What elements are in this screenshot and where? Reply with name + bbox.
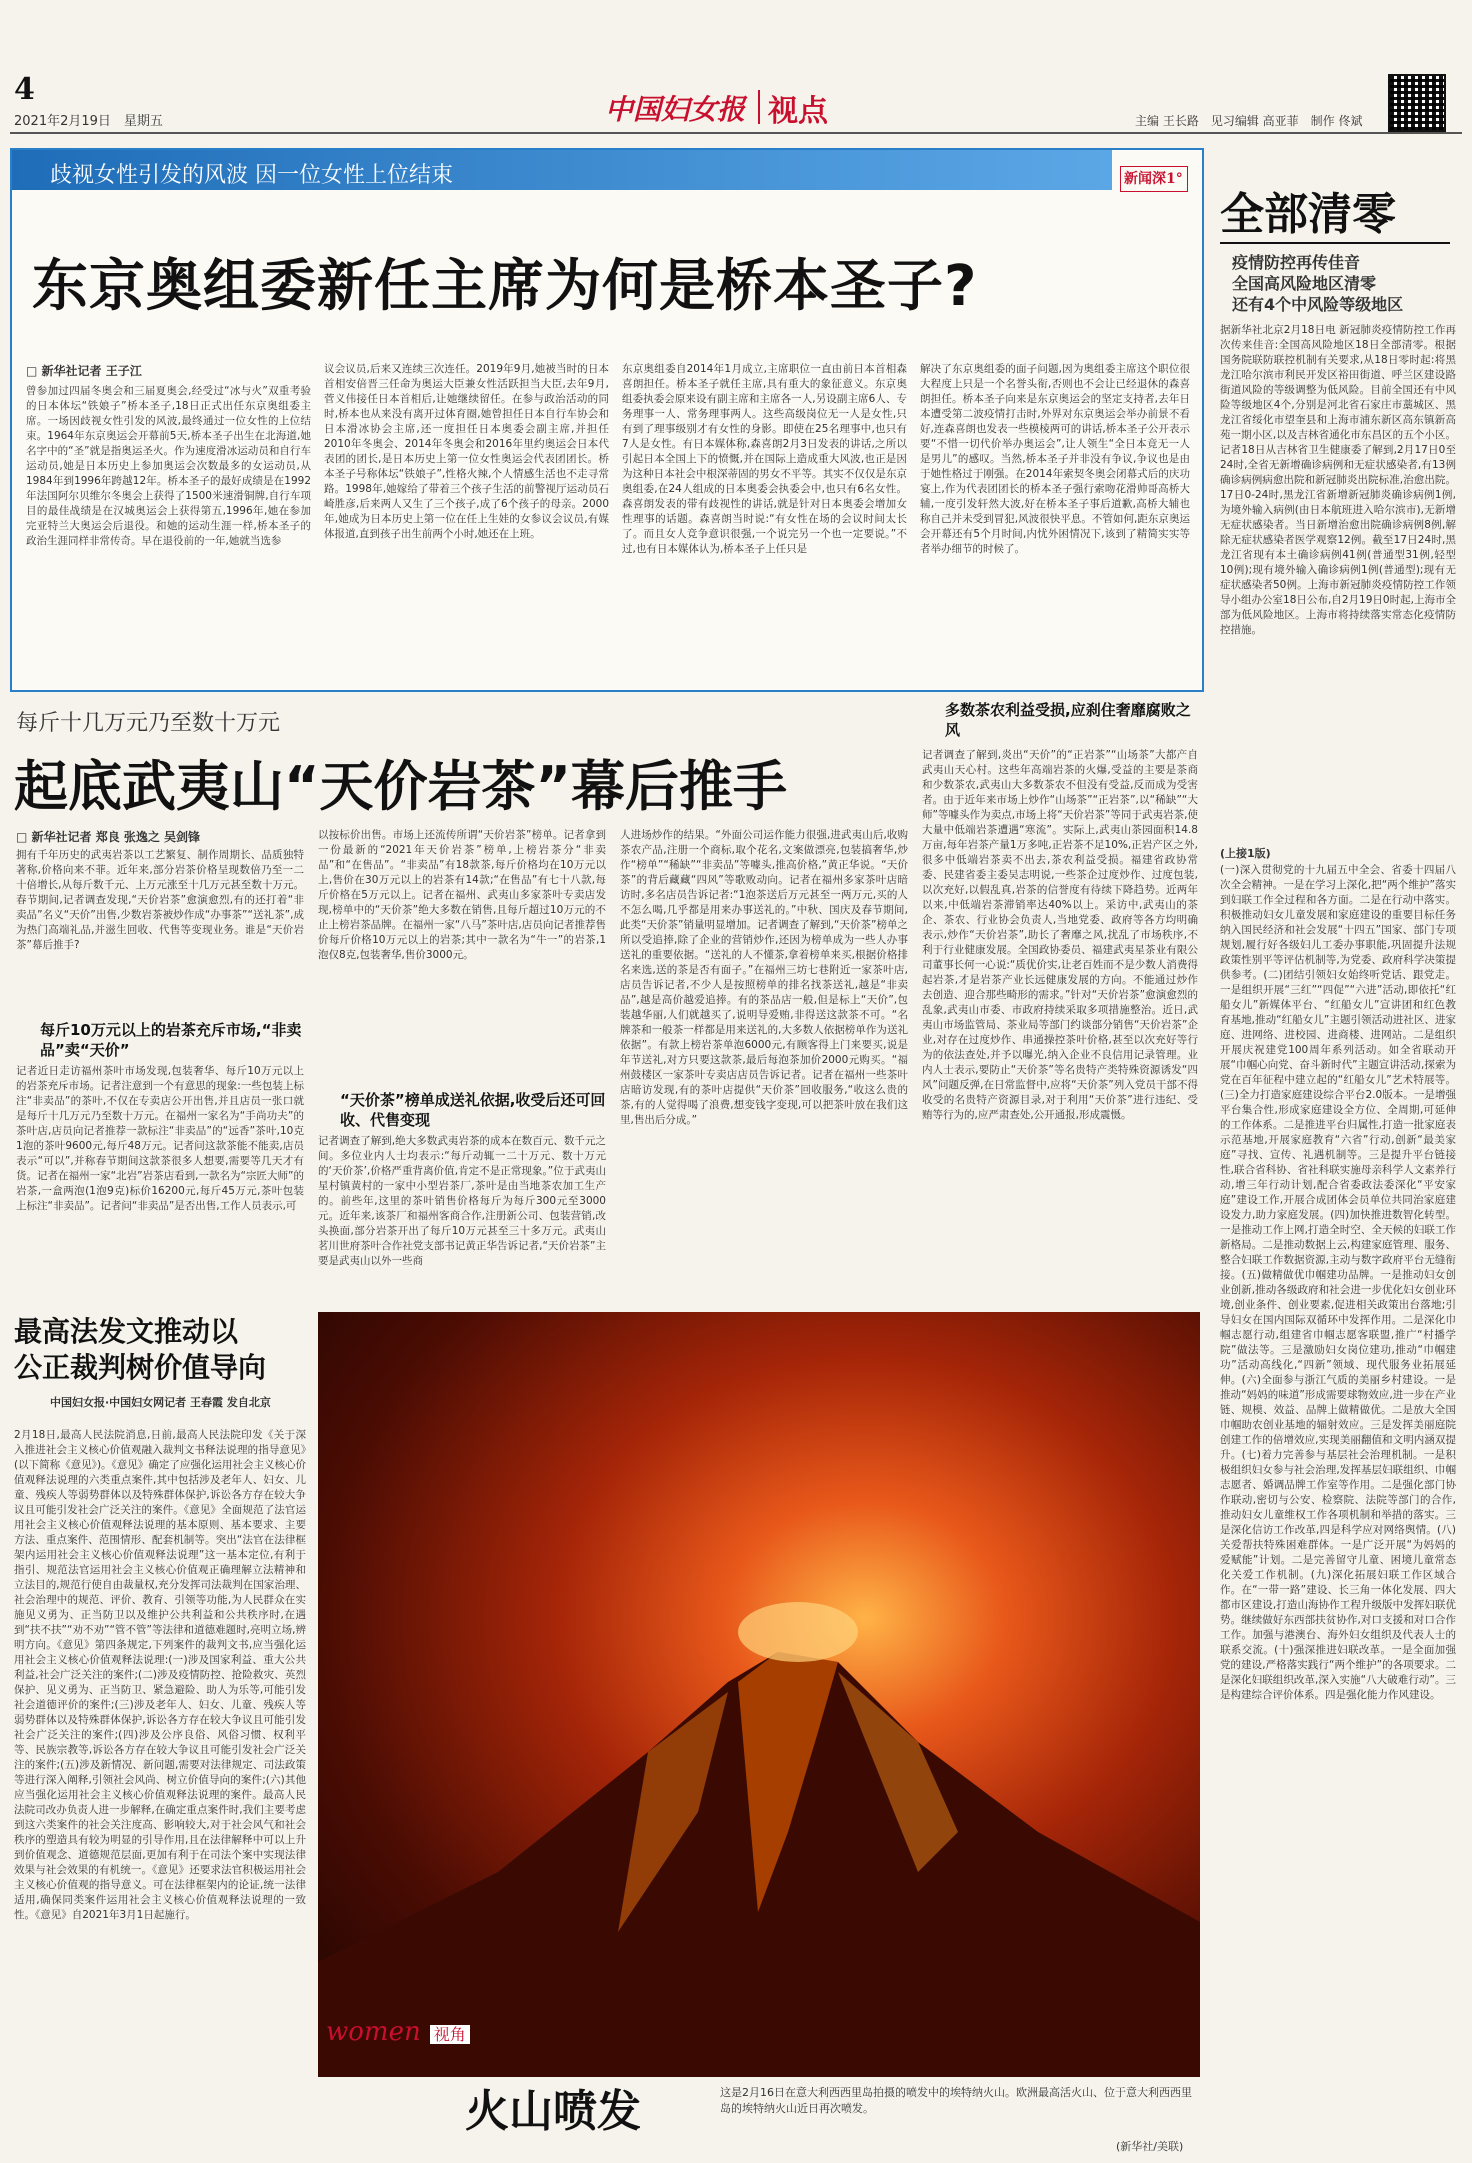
story-headline-1: 最高法发文推动以 [14,1315,239,1348]
subhead-1: 每斤10万元以上的岩茶充斥市场,“非卖品”卖“天价” [40,1021,302,1059]
story-kicker: 每斤十几万元乃至数十万元 [16,711,281,736]
photo-caption: 这是2月16日在意大利西西里岛拍摄的喷发中的埃特纳火山。欧洲最高活火山、位于意大利西西里岛的埃特纳火山近日再次喷发。 [720,2086,1192,2115]
subhead-2: “天价茶”榜单成送礼依据,收受后还可回收、代售变现 [340,1091,606,1129]
brand-women: women [326,2017,421,2047]
sidebar-title: 全部清零 [1220,189,1396,240]
story-body: 2月18日,最高人民法院消息,日前,最高人民法院印发《关于深入推进社会主义核心价值观融入裁判文书释法说理的指导意见》(以下简称《意见》)。《意见》确定了应强化运用社会主义核心价值观释法说理的六类重点案件,其中包括涉及老年人、妇女、儿童、残疾人等弱势群体以及特殊群体保护,诉讼各方存在较大争议且可能引发社会广泛关注的案件。《意见》全面规范了法官运用社会主义核心价值观释法说理的基本原则、基本要求、主要方法、重点案件、范围情形、配套机制等。突出“法官在法律框架内运用社会主义核心价值观释法说理”这一基本定位,有利于指引、规范法官运用社会主义核心价值观正确理解立法精神和立法目的,规范行使自由裁量权,充分发挥司法裁判在国家治理、社会治理中的规范、评价、教育、引领等功能,为人民群众在实施见义勇为、正当防卫以及维护公共利益和公共秩序时,在遇到“扶不扶”“劝不劝”“管不管”等法律和道德难题时,亮明立场,辨明方向。《意见》第四条规定,下列案件的裁判文书,应当强化运用社会主义核心价值观释法说理:(一)涉及国家利益、重大公共利益,社会广泛关注的案件;(二)涉及疫情防控、抢险救灾、英烈保护、见义勇为、正当防卫、紧急避险、助人为乐等,可能引发社会道德评价的案件;(三)涉及老年人、妇女、儿童、残疾人等弱势群体以及特殊群体保护,诉讼各方存在较大争议且可能引发社会广泛关注的案件;(四)涉及公序良俗、风俗习惯、权利平等、民族宗教等,诉讼各方存在较大争议且可能引发社会广泛关注的案件;(五)涉及新情况、新问题,需要对法律规定、司法政策等进行深入阐释,引领社会风尚、树立价值导向的案件;(六)其他应当强化运用社会主义核心价值观释法说理的案件。最高人民法院司改办负责人进一步解释,在确定重点案件时,我们主要考虑到这六类案件的社会关注度高、影响较大,对于社会风气和社会秩序的塑造具有较为明显的引导作用,且在法律解释中可以上升到价值观念、道德规范层面,更加有利于在司法个案中实现法律效果与社会效果的有机统一。《意见》还要求法官积极运用社会主义核心价值观的指导意义。可在法律框架内的论证,统一法律适用,确保同类案件运用社会主义核心价值观释法说理的一致性。《意见》自2021年3月1日起施行。 [14,1429,306,1921]
story-column-4: 解决了东京奥组委的面子问题,因为奥组委主席这个职位很大程度上只是一个名誉头衔,否则也不会让已经退休的森喜朗担任。桥本圣子向来是东京奥运会的坚定支持者,去年日本遭受第二波疫情打击时,外界对东京奥运会举办前景不看好,连森喜朗也发表一些模棱两可的讲话,桥本圣子公开表示要“不惜一切代价举办奥运会”,让人领生“全日本竟无一人是男儿”的感叹。当然,桥本圣子并非没有争议,争议也是由于她性格过于刚强。在2014年索契冬奥会闭幕式后的庆功宴上,作为代表团团长的桥本圣子强行索吻花滑帅哥高桥大辅,一度引发轩然大波,好在桥本圣子事后道歉,高桥大辅也称自己并未受到冒犯,风波很快平息。不管如何,距东京奥运会开幕还有5个月时间,内忧外困情况下,该到了精简实实等者举办细节的时候了。 [920,363,1190,555]
sidebar-sub-2: 全国高风险地区清零 [1232,274,1377,293]
sidebar-news [1212,148,1462,838]
staff-credits: 主编 王长路 见习编辑 高亚菲 制作 佟斌 [1135,114,1363,128]
byline: 中国妇女报·中国妇女网记者 王春霞 发自北京 [50,1396,271,1409]
section-divider [758,90,760,124]
story-headline-2: 公正裁判树价值导向 [14,1351,267,1384]
story-column-4: 记者调查了解到,炎出“天价”的“正岩茶”“山场茶”大都产自武夷山天心村。这些年高端岩茶的火爆,受益的主要是茶商和少数茶农,武夷山大多数茶农不但没有受益,反而成为受害者。由于近年来市场上炒作“山场茶”“正岩茶”,以“稀缺”“大师”等噱头作为卖点,市场上将“天价岩茶”等同于武夷岩茶,使大量中低端岩茶遭遇“寒流”。实际上,武夷山茶园面积14.8万亩,每年岩茶产量1万多吨,正岩茶不足10%,正岩产区之外,很多中低端岩茶卖不出去,茶农利益受损。福建省政协常委、民建省委主委吴志明说,一些茶企过度炒作、过度包装,以次充好,以假乱真,岩茶的信誉度有待续下降趋势。近两年以来,中低端岩茶滞销率达40%以上。采访中,武夷山的茶企、茶农、行业协会负责人,当地党委、政府等各方均明确表示,炒作“天价岩茶”,助长了奢靡之风,扰乱了市场秩序,不利于行业健康发展。全国政协委员、福建武夷星茶业有限公司董事长何一心说:“质优价实,让老百姓而不是少数人消费得起岩茶,才是岩茶产业长远健康发展的方向。不能通过炒作去创造、迎合那些畸形的需求。”针对“天价岩茶”愈演愈烈的乱象,武夷山市委、市政府持续采取多项措施整治。近日,武夷山市场监管局、茶业局等部门约谈部分销售“天价岩茶”企业,对存在过度炒作、串通操控茶叶价格,甚至以次充好等行为的依法查处,并予以曝光,纳入企业不良信用记录管理。业内人士表示,要防止“天价茶”等名贵特产类特殊资源诱发“四风”问题反弹,在日常监督中,应将“天价茶”列入党员干部不得收受的名贵特产资源目录,对于利用“天价茶”进行违纪、受贿等行为的,应严肃查处,公开通报,形成震慑。 [922,749,1198,1121]
story-court [10,1310,310,2160]
section-name: 视点 [768,94,828,129]
subhead-3: 多数茶农利益受损,应刹住奢靡腐败之风 [945,701,1191,739]
story-column-2a: 以按标价出售。市场上还流传所谓“天价岩茶”榜单。记者拿到一份最新的“2021年天价岩茶”榜单,上榜岩茶分“非卖品”和“在售品”。“非卖品”有18款茶,每斤价格均在10万元以上,售价在30万元以上的岩茶有14款;“在售品”有七十八款,每斤价格在5万元以上。记者在福州、武夷山多家茶叶专卖店发现,榜单中的“天价茶”绝大多数在销售,且每斤超过10万元的不止上榜岩茶品牌。在福州一家“八马”茶叶店,店员向记者推荐售价每斤价格10万元以上的岩茶;其中一款名为“牛一”的岩茶,1泡仅8克,包装奢华,售价3000元。 [318,829,606,961]
page-header [0,0,1472,135]
continued-body: (一)深入贯彻党的十九届五中全会、省委十四届八次全会精神。一是在学习上深化,把“两个维护”落实到妇联工作全过程和各方面。二是在行动中落实。积极推动妇女儿童发展和家庭建设的重要目标任务纳入国民经济和社会发展“十四五”国家、部门专项规划,履行好各级妇儿工委办事职能,巩固提升法规政策性别平等评估机制等,为党委、政府科学决策提供参考。(二)团结引领妇女始终听党话、跟党走。一是组织开展“三红”“四促”“六进”活动,即依托“红船女儿”新媒体平台、“红船女儿”宣讲团和红色教育基地,推动“红船女儿”主题引领活动进社区、进家庭、进网络、进校园、进商楼、进网站。二是组织开展庆祝建党100周年系列活动。如全省联动开展“巾帼心向党、奋斗新时代”主题宣讲活动,探索为党在百年征程中建立起的“红船女儿”艺术特展等。(三)全力打造家庭建设综合平台2.0版本。一是增强平台集合性,形成家庭建设全方位、全周期,可延伸的工作体系。二是推进平台归属性,打造一批家庭表示范基地,开展家庭教育“六省”行动,创新“最美家庭”寻找、宣传、礼遇机制等。三是提升平台链接性,联合省科协、省社科联实施母亲科学人文素养行动,增三年行动计划,配合省委政法委深化“平安家庭”建设工作,开展合成团体会员单位共同治家庭建设发力,助力家庭发展。(四)加快推进数智化转型。一是推动工作上网,打造全时空、全天候的妇联工作新格局。二是推动数据上云,构建家庭管理、服务、整合妇联工作数据资源,主动与数字政府平台无缝衔接。(五)做精做优巾帼建功品牌。一是推动妇女创业创新,推动各级政府和社会进一步优化妇女创业环境,创业条件、创业要素,促进相关政策出台落地;引导妇女在国内国际双循环中发挥作用。二是深化巾帼志愿行动,组建省巾帼志愿客联盟,推广“村播学院”做法等。三是激励妇女岗位建功,推动“巾帼建功”活动高线化,“四新”领域、现代服务业拓展延伸。(六)全面参与浙江气质的美丽乡村建设。一是推动“妈妈的味道”形成需要球物效应,进一步在产业链、规模、效益、品牌上做精做优。二是放大全国巾帼助农创业基地的辐射效应。三是发挥美丽庭院创建工作的倍增效应,实现美丽翻值和文明内涵双提升。(七)着力完善参与基层社会治理机制。一是积极组织妇女参与社会治理,发挥基层妇联组织、巾帼志愿者、婚调品牌工作室等作用。二是强化部门协作联动,密切与公安、检察院、法院等部门的合作,推动妇女儿童维权工作各项机制和举措的落实。三是深化信访工作改革,四是科学应对网络舆情。(八)关爱帮扶特殊困难群体。一是广泛开展“为妈妈的爱赋能”计划。二是完善留守儿童、困境儿童常态化关爱工作机制。(九)深化拓展妇联工作区域合作。在“一带一路”建设、长三角一体化发展、四大都市区建设,打造山海协作工程升级版中发挥妇联优势。继续做好东西部扶贫协作,对口支援和对口合作工作。加强与港澳台、海外妇女组织及代表人士的联系交流。(十)强深推进妇联改革。一是全面加强党的建设,严格落实践行“两个维护”的各项要求。二是深化妇联组织改革,深入实施“八大破难行动”。三是构建综合评价体系。四是强化能力作风建设。 [1220,864,1456,1701]
byline: □ 新华社记者 王子江 [26,364,142,378]
photo-brand [326,2017,470,2047]
sidebar-rule [1220,242,1450,244]
volcano-photo[interactable] [318,1312,1200,2077]
issue-date: 2021年2月19日 星期五 [14,114,163,129]
continued-label: (上接1版) [1220,847,1271,860]
header-rule [10,132,1462,134]
brand-sub: 视角 [430,2025,470,2044]
volcano-illustration [318,1312,1200,2077]
photo-title: 火山喷发 [465,2086,641,2137]
sidebar-sub-3: 还有4个中风险等级地区 [1232,295,1404,314]
story-kicker [12,150,1112,190]
eruption-glow [738,1602,858,1662]
story-column-3: 人进场炒作的结果。“外面公司运作能力很强,进武夷山后,收购茶农产品,注册一个商标,取个花名,文案做漂亮,包装搞奢华,炒作“榜单”“稀缺”“非卖品”等噱头,推高价格,”黄正华说。“天价茶”的背后藏藏“四风”等歌败动向。记者在福州多家茶叶店暗访时,多名店员告诉记者:“1泡茶送后万元甚至一两万元,买的人不怎么喝,几乎都是用来办事送礼的。”中秋、国庆及春节期间,此类“天价茶”销量明显增加。记者调查了解到,“天价茶”榜单之所以受追捧,除了企业的营销炒作,还因为榜单成为一些人办事送礼的重要依据。“送礼的人不懂茶,拿着榜单来买,根据价格排名来选,送的茶是否有面子。”在福州三坊七巷附近一家茶叶店,店员告诉记者,不少人是按照榜单的排名找茶送礼,越是“非卖品”,越是高价越爱追捧。有的茶品店一般,但是标上“天价”,包装越华丽,人们就越买了,说明导爱贿,非得送这款茶不可。“名牌茶和一般茶一样都是用来送礼的,大多数人依据榜单作为送礼依据”。有款上榜岩茶单泡6000元,有顾客得上门来要买,说是年节送礼,对方只要这款茶,最后每泡茶加价2000元购买。“福州鼓楼区一家茶叶专卖店店员告诉记者。记者在福州一些茶叶店暗访发现,有的茶叶店提供“天价茶”回收服务,“收这么贵的茶,有的人觉得喝了浪费,想变钱字变现,可以把茶叶放在我们这里,售出后分成。” [620,829,908,1126]
news-depth-badge: 新闻深1° [1120,166,1188,192]
story-column-3: 东京奥组委自2014年1月成立,主席职位一直由前日本首相森喜朗担任。桥本圣子就任主席,具有重大的象征意义。东京奥组委执委会原来设有副主席和主席各一人,另设副主席6人、专务理事一人、常务理事两人。这些高级岗位无一人是女性,只有到了理事级别才有女性的身影。即使在25名理事中,也只有7人是女性。有日本媒体称,森喜朗2月3日发表的讲话,之所以引起日本全国上下的愤慨,并在国际上造成重大风波,也正是因为这种日本社会中根深蒂固的男女不平等。其实不仅仅是东京奥组委,在24人组成的日本奥委会执委会中,也只有6名女性。森喜朗发表的带有歧视性的讲话,就是针对日本奥委会增加女性理事的话题。森喜朗当时说:“有女性在场的会议时间太长了。而且女人竞争意识很强,一个说完另一个也一定要说。”不过,也有日本媒体认为,桥本圣子上任只是 [622,363,907,555]
story-headline: 东京奥组委新任主席为何是桥本圣子? [32,254,978,319]
story-column-2: 议会议员,后来又连续三次连任。2019年9月,她被当时的日本首相安倍晋三任命为奥运大臣兼女性活跃担当大臣,去年9月,菅义伟接任日本首相后,让她继续留任。在参与政治活动的同时,桥本也从来没有离开过体育圈,她曾担任日本自行车协会和日本滑冰协会主席,还一度担任日本奥委会副主席,并担任2010年冬奥会、2014年冬奥会和2016年里约奥运会日本代表团的团长,是日本历史上第一位女性奥运会代表团团长。桥本圣子号称体坛“铁娘子”,性格火辣,个人情感生活也不走寻常路。1998年,她嫁给了带着三个孩子生活的前警视厅运动员石崎胜彦,后来两人又生了三个孩子,成了6个孩子的母亲。2000年,她成为日本历史上第一位在任上生娃的女参议会议员,有媒体报道,直到孩子出生前两个小时,她还在上班。 [324,363,609,540]
story-column-2b: 记者调查了解到,绝大多数武夷岩茶的成本在数百元、数千元之间。多位业内人士均表示:“每斤动辄一二十万元、数十万元的‘天价茶’,价格严重背离价值,肯定不是正常现象。”位于武夷山星村镇黄村的一家中小型岩茶厂,茶叶是由当地茶农加工生产的。前些年,这里的茶叶销售价格每斤为每斤300元至3000元。近年来,该茶厂和福州客商合作,注册新公司、包装营销,改头换面,部分岩茶开出了每斤10万元甚至三十多万元。武夷山茗川世府茶叶合作社党支部书记黄正华告诉记者,“天价岩茶”主要是武夷山以外一些商 [318,1135,606,1267]
story-column-1a: 拥有千年历史的武夷岩茶以工艺繁复、制作周期长、品质独特著称,价格向来不菲。近年来,部分岩茶价格呈现数倍乃至一二十倍增长,从每斤数千元、上万元涨至十几万元甚至数十万元。春节期间,记者调查发现,“天价岩茶”愈演愈烈,有的还打着“非卖品”名义“天价”出售,少数岩茶被炒作成“办事茶”“送礼茶”,成为热门高端礼品,并滋生回收、代售等变现业务。谁是“天价岩茶”幕后推手? [16,849,304,951]
story-column-1: 曾参加过四届冬奥会和三届夏奥会,经受过“冰与火”双重考验的日本体坛“铁娘子”桥本圣子,18日正式出任东京奥组委主席。一场因歧视女性引发的风波,最终通过一位女性的上位结束。1964年东京奥运会开幕前5天,桥本圣子出生在北海道,她名字中的“圣”就是指奥运圣火。作为速度滑冰运动员和自行车运动员,她是日本历史上参加奥运会次数最多的女运动员,从1984年到1996年跨越12年。桥本圣子的最好成绩是在1992年法国阿尔贝维尔冬奥会上获得了1500米速滑铜牌,自行车项目的最佳战绩是在汉城奥运会上获得第五,1996年,她在参加完亚特兰大奥运会后退役。和她的运动生涯一样,桥本圣子的政治生涯同样非常传奇。早在退役前的一年,她就当选参 [26,385,311,547]
photo-credit: (新华社/美联) [1116,2140,1184,2153]
byline: □ 新华社记者 郑良 张逸之 吴剑锋 [16,830,201,844]
sidebar-sub-1: 疫情防控再传佳音 [1232,253,1361,272]
story-column-1b: 记者近日走访福州茶叶市场发现,包装奢华、每斤10万元以上的岩茶充斥市场。记者注意到一个有意思的现象:一些包装上标注“非卖品”的茶叶,不仅在专卖店公开出售,并且店员一张口就是每斤十几万元乃至数十万元。在福州一家名为“手尚功夫”的茶叶店,店员向记者推荐一款标注“非卖品”的“远香”茶叶,10克1泡的茶叶9600元,每斤48万元。记者问这款茶能不能卖,店员表示“可以”,并称春节期间这款茶很多人想要,需要等几天才有货。记者在福州一家“北岩”岩茶店看到,一款名为“宗匠大师”的岩茶,一盒两泡(1泡9克)标价16200元,每斤45万元,茶叶包装上标注“非卖品”。记者问“非卖品”是否出售,工作人员表示,可 [16,1065,304,1212]
sidebar-body: 据新华社北京2月18日电 新冠肺炎疫情防控工作再次传来佳音:全国高风险地区18日全部清零。根据国务院联防联控机制有关要求,从18日零时起:将黑龙江哈尔滨市利民开发区裕田街道、呼兰区建设路街道风险的等级调整为低风险。目前全国还有中风险等级地区4个,分别是河北省石家庄市藁城区、黑龙江省绥化市望奎县和上海市浦东新区高东镇新高苑一期小区,以及吉林省通化市东昌区的五个小区。记者18日从吉林省卫生健康委了解到,2月17日0至24时,全省无新增确诊病例和无症状感染者,有13例确诊病例病愈出院和新冠肺炎出院标准,治愈出院。17日0-24时,黑龙江省新增新冠肺炎确诊病例1例,为境外输入病例(由日本航班进入哈尔滨市),无新增无症状感染者。当日新增治愈出院确诊病例8例,解除无症状感染者医学观察12例。截至17日24时,黑龙江省现有本土确诊病例41例(普通型31例,轻型10例);现有境外输入确诊病例1例(普通型);现有无症状感染者50例。上海市新冠肺炎疫情防控工作领导小组办公室18日公布,自2月19日0时起,上海市全部为低风险地区。上海市将持续落实常态化疫情防控措施。 [1220,324,1456,636]
story-tokyo [10,148,1204,692]
masthead-logo: 中国妇女报 [605,93,746,126]
kicker-text: 歧视女性引发的风波 因一位女性上位结束 [50,163,453,188]
continued-article [1212,845,1462,2155]
page-number: 4 [14,72,35,107]
story-headline: 起底武夷山“天价岩茶”幕后推手 [14,755,787,818]
story-tea [10,700,1200,1300]
qr-code-icon[interactable] [1388,74,1446,132]
